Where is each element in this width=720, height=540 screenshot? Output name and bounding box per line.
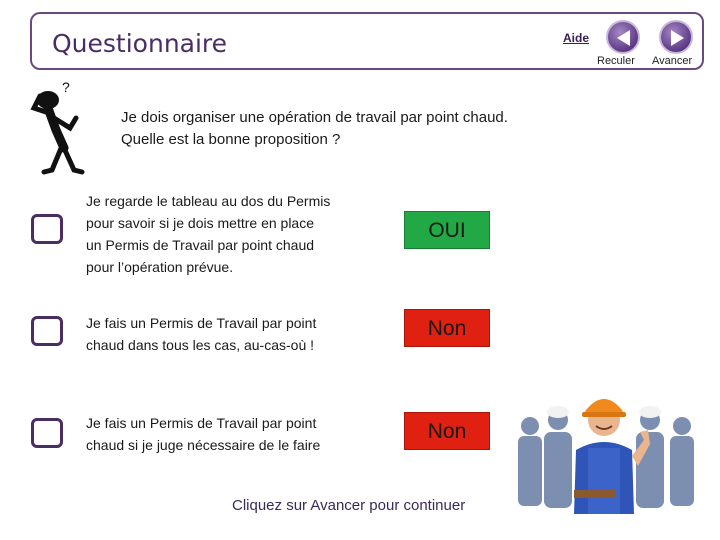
option-line: pour l’opération prévue. [86,259,234,275]
triangle-right-icon [668,29,686,47]
footer-instruction: Cliquez sur Avancer pour continuer [232,497,466,514]
option-line: Je regarde le tableau au dos du Permis [86,193,331,209]
triangle-left-icon [615,29,633,47]
option-1-answer-badge: OUI [404,211,490,249]
option-2-answer-badge: Non [404,309,490,347]
help-link[interactable]: Aide [563,31,590,45]
svg-text:?: ? [62,79,70,95]
question-text [121,107,508,151]
thinking-figure-icon [26,78,96,178]
question-line: Je dois organiser une opération de travail par point chaud. [121,109,508,126]
option-3-text [86,412,320,456]
option-line: pour savoir si je dois mettre en place [86,215,314,231]
back-button[interactable] [606,20,640,54]
option-line: Je fais un Permis de Travail par point [86,315,317,331]
option-1-text [86,190,381,278]
option-1-checkbox[interactable] [31,214,63,244]
question-line: Quelle est la bonne proposition ? [121,131,341,148]
back-label[interactable]: Reculer [597,55,635,67]
option-2-checkbox[interactable] [31,316,63,346]
option-line: chaud dans tous les cas, au-cas-où ! [86,337,315,353]
option-line: chaud si je juge nécessaire de le faire [86,437,321,453]
option-2-text [86,312,316,356]
option-3-checkbox[interactable] [31,418,63,448]
option-line: un Permis de Travail par point chaud [86,237,315,253]
forward-button[interactable] [659,20,693,54]
page-title: Questionnaire [52,29,228,58]
workers-illustration [516,386,706,514]
forward-label[interactable]: Avancer [652,55,693,67]
option-line: Je fais un Permis de Travail par point [86,415,317,431]
option-3-answer-badge: Non [404,412,490,450]
